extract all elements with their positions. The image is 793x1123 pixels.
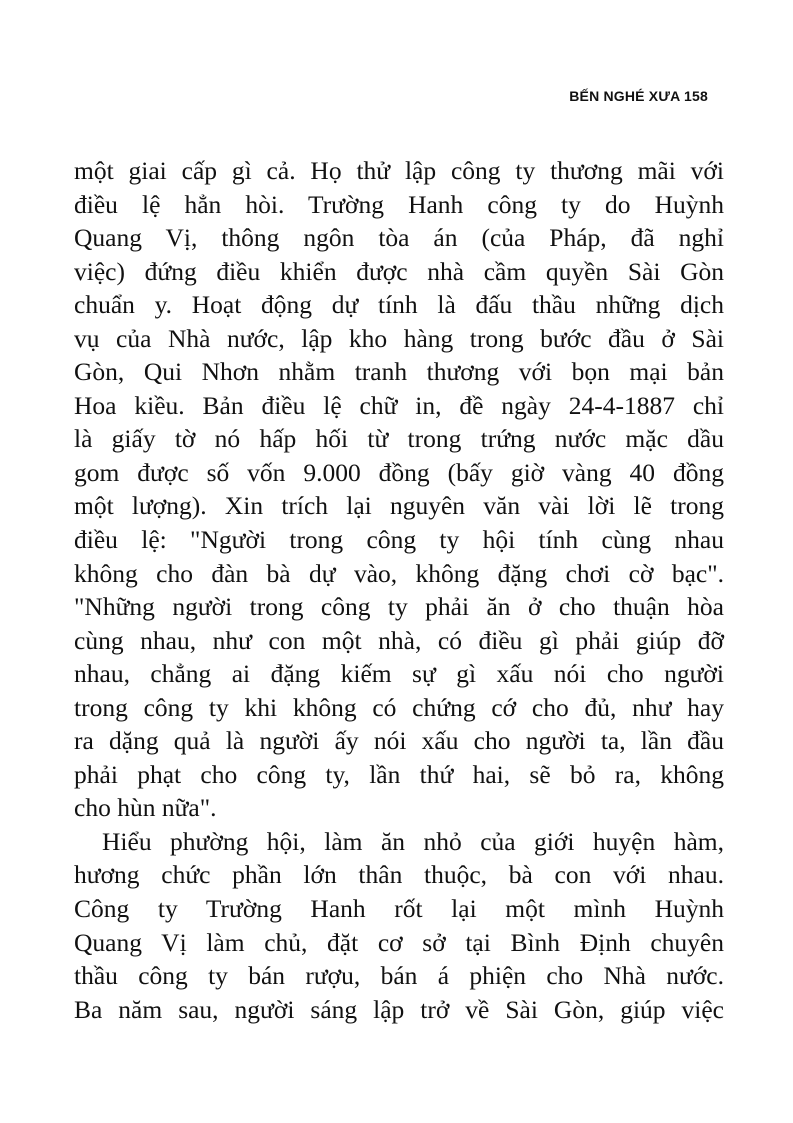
- text-line: ra dặng quả là người ấy nói xấu cho người ta, lần đầu: [74, 726, 724, 756]
- text-line: Quang Vị làm chủ, đặt cơ sở tại Bình Định chuyên: [74, 927, 724, 957]
- text-line: Gòn, Qui Nhơn nhằm tranh thương với bọn mại bản: [74, 357, 724, 387]
- text-line: Quang Vị, thông ngôn tòa án (của Pháp, đã nghỉ: [74, 223, 724, 253]
- text-line: điều lệ hẳn hòi. Trường Hanh công ty do Huỳnh: [74, 189, 724, 219]
- text-line: cùng nhau, như con một nhà, có điều gì phải giúp đỡ: [74, 625, 724, 655]
- text-line: nhau, chẳng ai đặng kiếm sự gì xấu nói cho người: [74, 659, 724, 689]
- text-line: việc) đứng điều khiển được nhà cầm quyền Sài Gòn: [74, 256, 724, 286]
- text-line: vụ của Nhà nước, lập kho hàng trong bước đầu ở Sài: [74, 323, 724, 353]
- text-line: Hoa kiều. Bản điều lệ chữ in, đề ngày 24-4-1887 chỉ: [74, 390, 724, 420]
- text-line: là giấy tờ nó hấp hối từ trong trứng nước mặc dầu: [74, 424, 724, 454]
- paragraph-first-line: Hiểu phường hội, làm ăn nhỏ của giới huyện hàm,: [102, 826, 724, 856]
- body-text: [74, 154, 724, 1026]
- running-header: BẾN NGHÉ XƯA 158: [569, 88, 708, 104]
- text-line: phải phạt cho công ty, lần thứ hai, sẽ bỏ ra, không: [74, 759, 724, 789]
- text-line: Công ty Trường Hanh rốt lại một mình Huỳnh: [74, 894, 724, 924]
- text-line: trong công ty khi không có chứng cớ cho đủ, như hay: [74, 692, 724, 722]
- text-line: Ba năm sau, người sáng lập trở về Sài Gòn, giúp việc: [74, 994, 724, 1024]
- text-line: chuẩn y. Hoạt động dự tính là đấu thầu những dịch: [74, 290, 724, 320]
- text-line: một giai cấp gì cả. Họ thử lập công ty thương mãi với: [74, 156, 724, 185]
- text-line: điều lệ: "Người trong công ty hội tính cùng nhau: [74, 525, 724, 555]
- text-line: thầu công ty bán rượu, bán á phiện cho Nhà nước.: [74, 961, 724, 991]
- text-line: một lượng). Xin trích lại nguyên văn vài lời lẽ trong: [74, 491, 724, 521]
- text-line: hương chức phần lớn thân thuộc, bà con với nhau.: [74, 860, 724, 890]
- text-line: không cho đàn bà dự vào, không đặng chơi cờ bạc".: [74, 558, 724, 588]
- text-line: "Những người trong công ty phải ăn ở cho thuận hòa: [74, 592, 724, 622]
- paragraph-last-line: cho hùn nữa".: [74, 793, 217, 823]
- text-line: gom được số vốn 9.000 đồng (bấy giờ vàng 40 đồng: [74, 457, 724, 487]
